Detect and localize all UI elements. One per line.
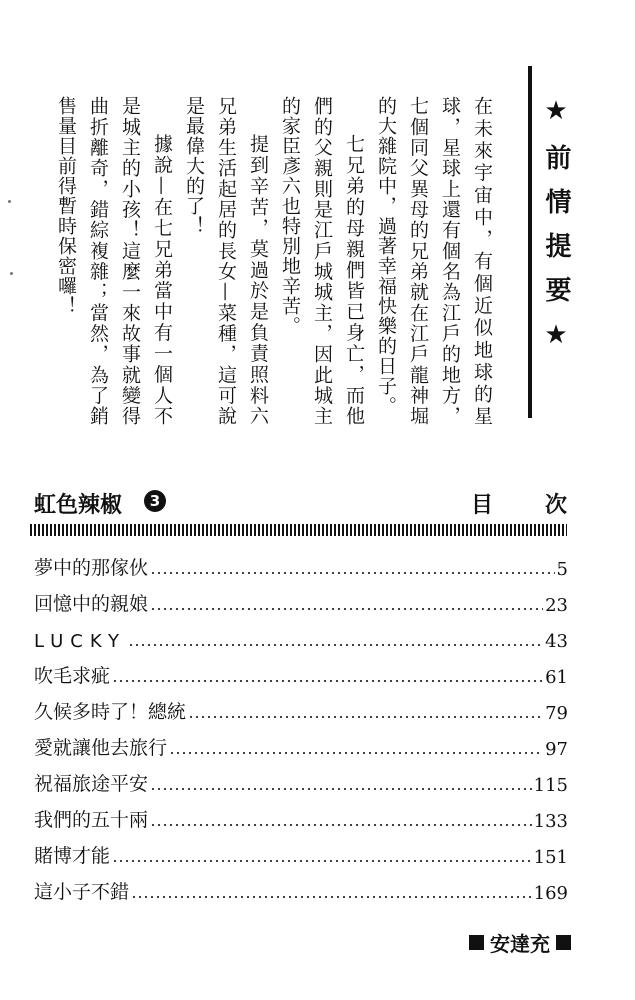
contents-label xyxy=(471,488,567,519)
synopsis-heading: ★前情提要★ xyxy=(541,96,571,368)
toc-entry-title: 夢中的那傢伙 xyxy=(34,557,149,579)
dot-leader xyxy=(188,716,543,718)
toc-entry[interactable] xyxy=(34,724,568,760)
synopsis-paragraph: 在未來宇宙中，有個近似地球的星球，星球上還有個名為江戶的地方，七個同父異母的兄弟就在江戶龍神堀的大雜院中，過著幸福快樂的日子。 xyxy=(375,96,493,426)
toc-entry-page: 97 xyxy=(545,739,568,760)
dot-leader xyxy=(112,680,543,682)
toc-entry[interactable] xyxy=(34,652,568,688)
dot-leader xyxy=(150,608,543,610)
toc-entry-page: 133 xyxy=(533,811,568,832)
square-bullet-icon xyxy=(556,935,571,950)
dot-leader xyxy=(112,860,532,862)
toc-entry-title: LUCKY xyxy=(34,631,127,652)
tick-rule-divider xyxy=(30,524,567,536)
toc-entry[interactable] xyxy=(34,796,568,832)
toc-entry-title: 回憶中的親娘 xyxy=(34,593,149,615)
toc-entry-title: 賭博才能 xyxy=(34,845,111,867)
contents-label-char: 次 xyxy=(544,493,567,518)
toc-entry[interactable] xyxy=(34,616,568,652)
dot-leader xyxy=(150,824,532,826)
toc-entry-page: 43 xyxy=(545,631,568,652)
synopsis-paragraph: 據說—在七兄弟當中有一個人不是城主的小孩！這麼一來故事就變得曲折離奇，錯綜複雜；當然，為了銷售量目前得暫時保密囉！ xyxy=(55,96,173,426)
toc-entry-title: 我們的五十兩 xyxy=(34,809,149,831)
dot-leader xyxy=(169,752,543,754)
toc-entry-page: 151 xyxy=(533,847,568,868)
toc-entry-page: 5 xyxy=(556,559,568,580)
toc-entry-title: 這小子不錯 xyxy=(34,881,130,903)
author-name: 安達充 xyxy=(490,932,550,956)
toc-entry[interactable] xyxy=(34,580,568,616)
toc-entry-title: 祝福旅途平安 xyxy=(34,773,149,795)
toc-header xyxy=(34,488,567,522)
synopsis-text xyxy=(55,96,498,426)
dot-leader xyxy=(150,788,532,790)
dot-leader xyxy=(128,644,543,646)
volume-badge: 3 xyxy=(144,490,166,512)
toc-entry-page: 169 xyxy=(533,883,568,904)
toc-entry-page: 23 xyxy=(545,595,568,616)
dot-leader xyxy=(131,896,532,898)
square-bullet-icon xyxy=(469,935,484,950)
toc-entry-page: 79 xyxy=(545,703,568,724)
book-title: 虹色辣椒 xyxy=(34,493,123,518)
toc-entry-title: 久候多時了！總統 xyxy=(34,701,187,723)
scan-speck xyxy=(8,200,11,203)
toc-entry-title: 吹毛求疵 xyxy=(34,665,111,687)
synopsis-paragraph: 提到辛苦，莫過於是負責照料六兄弟生活起居的長女—菜種，這可說是最偉大的了！ xyxy=(183,96,269,426)
scan-speck xyxy=(10,272,13,275)
toc-entry-title: 愛就讓他去旅行 xyxy=(34,737,168,759)
toc-entry-page: 115 xyxy=(533,775,568,796)
toc-entry-page: 61 xyxy=(545,667,568,688)
toc-entry[interactable] xyxy=(34,688,568,724)
toc-entry[interactable] xyxy=(34,760,568,796)
contents-label-char: 目 xyxy=(471,493,494,518)
synopsis-paragraph: 七兄弟的母親們皆已身亡，而他們的父親則是江戶城城主，因此城主的家臣彥六也特別地辛苦。 xyxy=(279,96,365,426)
toc-list xyxy=(34,544,568,904)
author-credit xyxy=(469,928,571,957)
toc-entry[interactable] xyxy=(34,544,568,580)
toc-entry[interactable] xyxy=(34,868,568,904)
dot-leader xyxy=(150,572,555,574)
toc-entry[interactable] xyxy=(34,832,568,868)
